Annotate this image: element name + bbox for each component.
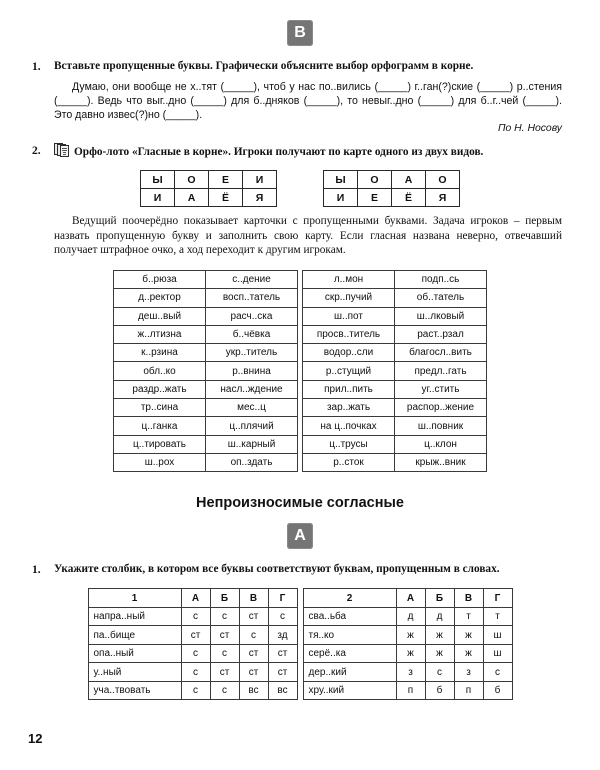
word-cell: д..ректор: [114, 289, 206, 307]
word-cell: р..стущий: [303, 362, 395, 380]
word-table-row: [114, 344, 298, 362]
answer-table-option-header: А: [181, 589, 210, 608]
answer-table-1: [88, 588, 298, 700]
word-table-row: [114, 417, 298, 435]
answer-table-index-header: 1: [88, 589, 181, 608]
word-cell: на ц..почках: [303, 417, 395, 435]
word-table-row: [114, 435, 298, 453]
word-tables: [0, 270, 600, 472]
lotto-cell: О: [358, 171, 392, 189]
answer-option-cell: ст: [268, 663, 297, 682]
word-cell: просв..титель: [303, 325, 395, 343]
word-cell: расч..ска: [206, 307, 298, 325]
word-cell: прил..пить: [303, 380, 395, 398]
exercise-1-attribution: По Н. Носову: [497, 123, 562, 134]
word-cell: ц..тировать: [114, 435, 206, 453]
answer-tables: [0, 588, 600, 700]
word-table-row: [303, 399, 487, 417]
lotto-card-2-row-1: [324, 171, 460, 189]
lotto-card-1-row-2: [141, 189, 277, 207]
word-table-row: [303, 453, 487, 471]
answer-table-option-header: Б: [425, 589, 454, 608]
word-cell: подп..сь: [395, 270, 487, 288]
answer-option-cell: ст: [239, 644, 268, 663]
word-table-row: [303, 270, 487, 288]
word-table-left: [113, 270, 298, 472]
word-cell: ц..клон: [395, 435, 487, 453]
lotto-cell: О: [426, 171, 460, 189]
answer-table-option-header: В: [239, 589, 268, 608]
lotto-cell: И: [324, 189, 358, 207]
answer-option-cell: б: [483, 681, 512, 700]
lotto-card-2-row-2: [324, 189, 460, 207]
word-table-row: [303, 417, 487, 435]
answer-option-cell: ш: [483, 626, 512, 645]
word-cell: оп..здать: [206, 453, 298, 471]
word-table-row: [114, 307, 298, 325]
lotto-cell: И: [141, 189, 175, 207]
word-table-row: [114, 453, 298, 471]
answer-table-index-header: 2: [303, 589, 396, 608]
word-cell: ш..повник: [395, 417, 487, 435]
word-cell: ш..пот: [303, 307, 395, 325]
answer-table-2-header-row: [303, 589, 512, 608]
answer-option-cell: ж: [454, 644, 483, 663]
answer-word-cell: дер..кий: [303, 663, 396, 682]
section2-exercise-1-task: Укажите столбик, в котором все буквы соответствуют буквам, пропущенным в словах.: [54, 563, 500, 576]
lotto-cell: Я: [243, 189, 277, 207]
answer-option-cell: с: [210, 644, 239, 663]
answer-table-option-header: А: [396, 589, 425, 608]
lotto-card-1-row-1: [141, 171, 277, 189]
answer-table-option-header: Г: [268, 589, 297, 608]
word-cell: р..сток: [303, 453, 395, 471]
answer-word-cell: у..ный: [88, 663, 181, 682]
answer-option-cell: с: [425, 663, 454, 682]
word-cell: л..мон: [303, 270, 395, 288]
lotto-cell: Е: [209, 171, 243, 189]
badge-row-top: [0, 20, 600, 46]
letter-badge-v: В: [287, 20, 313, 46]
answer-option-cell: з: [454, 663, 483, 682]
word-table-row: [114, 362, 298, 380]
answer-table-row: [303, 626, 512, 645]
word-table-row: [303, 289, 487, 307]
lotto-cell: И: [243, 171, 277, 189]
answer-word-cell: напра..ный: [88, 607, 181, 626]
answer-option-cell: с: [210, 607, 239, 626]
answer-option-cell: ш: [483, 644, 512, 663]
word-table-row: [114, 325, 298, 343]
answer-option-cell: ж: [454, 626, 483, 645]
word-cell: об..татель: [395, 289, 487, 307]
answer-option-cell: ж: [425, 644, 454, 663]
answer-option-cell: ж: [396, 644, 425, 663]
word-table-right: [302, 270, 487, 472]
lotto-cell: А: [392, 171, 426, 189]
answer-table-row: [303, 663, 512, 682]
word-cell: тр..сина: [114, 399, 206, 417]
badge-row-section: [0, 523, 600, 549]
answer-word-cell: серё..ка: [303, 644, 396, 663]
lotto-cell: Ё: [392, 189, 426, 207]
answer-word-cell: па..бище: [88, 626, 181, 645]
answer-table-option-header: Г: [483, 589, 512, 608]
lotto-cell: Ы: [324, 171, 358, 189]
exercise-2-number: 2.: [32, 145, 41, 157]
word-cell: ш..карный: [206, 435, 298, 453]
word-cell: ц..ганка: [114, 417, 206, 435]
answer-table-row: [303, 607, 512, 626]
page-number: 12: [28, 731, 43, 746]
answer-table-row: [88, 607, 297, 626]
word-cell: уг..стить: [395, 380, 487, 398]
answer-option-cell: п: [396, 681, 425, 700]
answer-option-cell: ст: [181, 626, 210, 645]
answer-option-cell: с: [181, 607, 210, 626]
word-cell: обл..ко: [114, 362, 206, 380]
answer-option-cell: с: [210, 681, 239, 700]
answer-option-cell: с: [239, 626, 268, 645]
answer-table-row: [88, 681, 297, 700]
word-cell: мес..ц: [206, 399, 298, 417]
word-cell: скр..пучий: [303, 289, 395, 307]
word-cell: ж..лтизна: [114, 325, 206, 343]
answer-word-cell: уча..твовать: [88, 681, 181, 700]
answer-option-cell: т: [483, 607, 512, 626]
answer-table-option-header: В: [454, 589, 483, 608]
lotto-cell: Е: [358, 189, 392, 207]
lotto-cards: [0, 170, 600, 207]
answer-word-cell: хру..кий: [303, 681, 396, 700]
answer-option-cell: ст: [268, 644, 297, 663]
word-cell: с..дение: [206, 270, 298, 288]
word-cell: б..чёвка: [206, 325, 298, 343]
word-cell: зар..жать: [303, 399, 395, 417]
exercise-1: [0, 59, 600, 74]
answer-option-cell: п: [454, 681, 483, 700]
answer-option-cell: с: [483, 663, 512, 682]
word-table-row: [303, 307, 487, 325]
answer-option-cell: с: [181, 663, 210, 682]
exercise-1-task: Вставьте пропущенные буквы. Графически объясните выбор орфограмм в корне.: [54, 60, 474, 72]
answer-option-cell: д: [396, 607, 425, 626]
stacked-cards-icon: [54, 143, 70, 158]
answer-option-cell: т: [454, 607, 483, 626]
word-cell: благосл..вить: [395, 344, 487, 362]
answer-word-cell: тя..ко: [303, 626, 396, 645]
word-cell: крыж..вник: [395, 453, 487, 471]
answer-option-cell: ст: [239, 607, 268, 626]
word-cell: предл..гать: [395, 362, 487, 380]
answer-table-row: [88, 663, 297, 682]
word-cell: р..внина: [206, 362, 298, 380]
section2-exercise-1-number: 1.: [32, 564, 41, 577]
answer-option-cell: вс: [239, 681, 268, 700]
word-cell: водор..сли: [303, 344, 395, 362]
answer-option-cell: с: [181, 644, 210, 663]
section-heading: Непроизносимые согласные: [196, 495, 404, 512]
word-cell: раздр..жать: [114, 380, 206, 398]
word-cell: деш..вый: [114, 307, 206, 325]
answer-option-cell: ст: [210, 626, 239, 645]
answer-table-row: [88, 626, 297, 645]
lotto-cell: Ы: [141, 171, 175, 189]
section2-exercise-1: [0, 562, 600, 577]
letter-badge-a: А: [287, 523, 313, 549]
answer-option-cell: ж: [425, 626, 454, 645]
answer-option-cell: с: [181, 681, 210, 700]
answer-word-cell: сва..ьба: [303, 607, 396, 626]
exercise-1-number: 1.: [32, 61, 41, 73]
textbook-page: [0, 20, 600, 770]
word-table-row: [303, 362, 487, 380]
answer-option-cell: зд: [268, 626, 297, 645]
exercise-2-rules: Ведущий поочерёдно показывает карточки с пропущенными буквами. Задача игроков – первым назвать пропущенную букву и заполнить свою карту. Если гласная названа неверно, отвечавший получает штрафное очко, а ход переходит к другим игрокам.: [54, 215, 562, 257]
word-cell: к..рзина: [114, 344, 206, 362]
word-cell: б..рюза: [114, 270, 206, 288]
exercise-2-task-line: [54, 143, 562, 159]
word-table-row: [114, 270, 298, 288]
answer-option-cell: ж: [396, 626, 425, 645]
word-table-row: [303, 435, 487, 453]
answer-option-cell: с: [268, 607, 297, 626]
lotto-cell: О: [175, 171, 209, 189]
word-cell: укр..титель: [206, 344, 298, 362]
word-table-row: [114, 399, 298, 417]
word-cell: насл..ждение: [206, 380, 298, 398]
lotto-card-2: [323, 170, 460, 207]
word-table-row: [303, 344, 487, 362]
word-table-row: [303, 325, 487, 343]
answer-table-row: [303, 644, 512, 663]
answer-option-cell: д: [425, 607, 454, 626]
word-cell: восп..татель: [206, 289, 298, 307]
answer-table-row: [88, 644, 297, 663]
answer-option-cell: б: [425, 681, 454, 700]
word-cell: ш..лковый: [395, 307, 487, 325]
word-table-row: [303, 380, 487, 398]
exercise-2-task: Орфо-лото «Гласные в корне». Игроки получают по карте одного из двух видов.: [74, 146, 484, 158]
lotto-card-1: [140, 170, 277, 207]
answer-option-cell: ст: [239, 663, 268, 682]
word-cell: ш..рох: [114, 453, 206, 471]
word-cell: ц..плячий: [206, 417, 298, 435]
answer-option-cell: з: [396, 663, 425, 682]
answer-option-cell: ст: [210, 663, 239, 682]
lotto-cell: Я: [426, 189, 460, 207]
answer-table-1-header-row: [88, 589, 297, 608]
word-cell: распор..жение: [395, 399, 487, 417]
answer-table-2: [303, 588, 513, 700]
exercise-1-text: Думаю, они вообще не х..тят (_____), чтоб у нас по..вились (_____) г..ган(?)ские (_____) р..стения (_____). Ведь что выг..дно (_____) для б..дняков (_____), то невыг..дно (_____) для б..г..чей (_____). Это давно извес(?)но (_____).: [54, 81, 562, 121]
answer-word-cell: опа..ный: [88, 644, 181, 663]
word-table-row: [114, 289, 298, 307]
lotto-cell: Ё: [209, 189, 243, 207]
answer-table-option-header: Б: [210, 589, 239, 608]
answer-table-row: [303, 681, 512, 700]
word-cell: раст..рзал: [395, 325, 487, 343]
exercise-2: [0, 143, 600, 159]
lotto-cell: А: [175, 189, 209, 207]
word-cell: ц..трусы: [303, 435, 395, 453]
word-table-row: [114, 380, 298, 398]
answer-option-cell: вс: [268, 681, 297, 700]
